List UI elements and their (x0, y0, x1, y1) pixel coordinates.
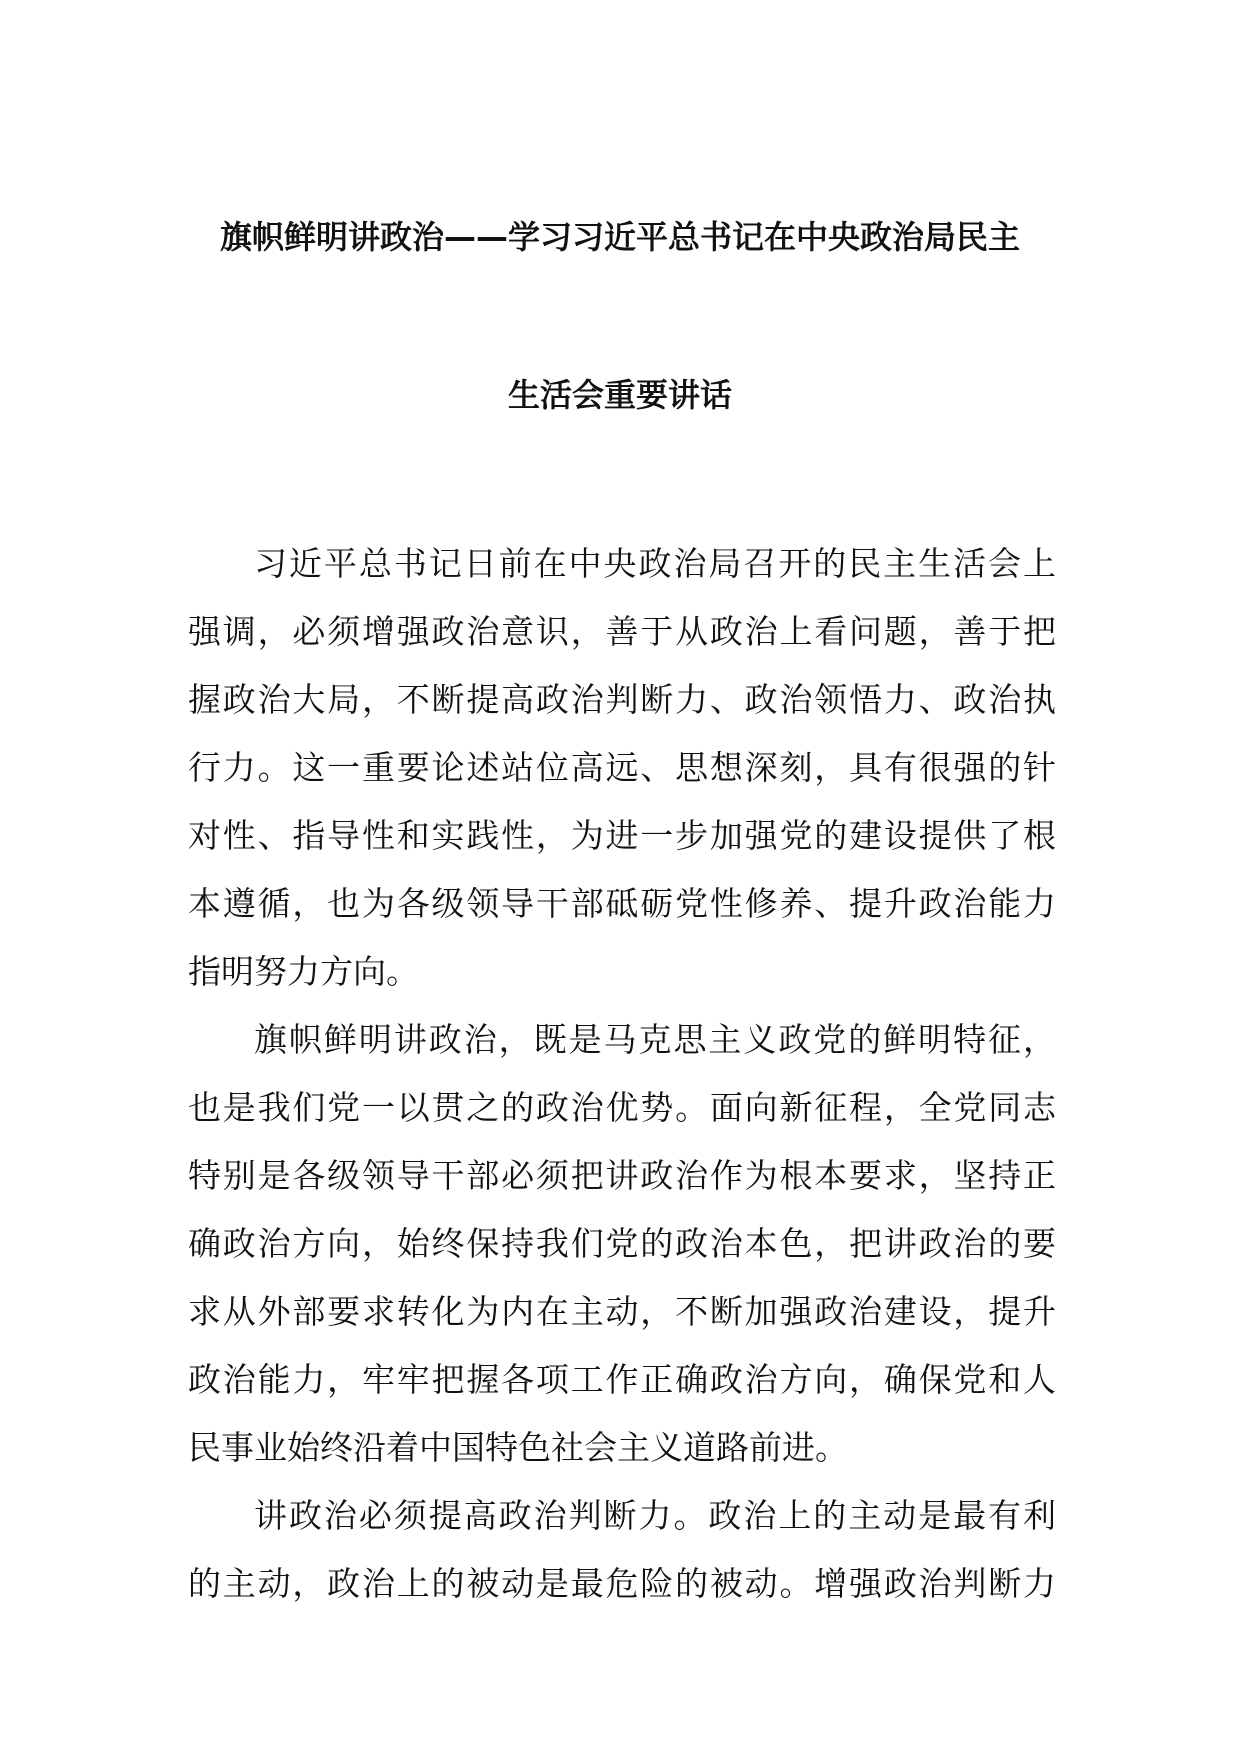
paragraph-line: 握政治大局，不断提高政治判断力、政治领悟力、政治执 (188, 680, 1056, 719)
document-title-line-2: 生活会重要讲话 (507, 376, 732, 414)
document-body (188, 530, 1056, 1618)
paragraph-line: 的主动，政治上的被动是最危险的被动。增强政治判断力 (188, 1564, 1056, 1603)
paragraph-line: 强调，必须增强政治意识，善于从政治上看问题，善于把 (188, 612, 1056, 651)
paragraph-line: 民事业始终沿着中国特色社会主义道路前进。 (188, 1428, 848, 1467)
document-title-line-1: 旗帜鲜明讲政治——学习习近平总书记在中央政治局民主 (219, 218, 1020, 256)
paragraph-line: 确政治方向，始终保持我们党的政治本色，把讲政治的要 (188, 1224, 1056, 1263)
paragraph-line: 政治能力，牢牢把握各项工作正确政治方向，确保党和人 (188, 1360, 1056, 1399)
paragraph-line: 行力。这一重要论述站位高远、思想深刻，具有很强的针 (188, 748, 1056, 787)
paragraph-1 (188, 530, 1056, 1006)
paragraph-line: 旗帜鲜明讲政治，既是马克思主义政党的鲜明特征， (254, 1020, 1056, 1059)
paragraph-line: 讲政治必须提高政治判断力。政治上的主动是最有利 (254, 1496, 1056, 1535)
paragraph-3 (188, 1482, 1056, 1618)
paragraph-line: 也是我们党一以贯之的政治优势。面向新征程，全党同志 (188, 1088, 1056, 1127)
paragraph-line: 指明努力方向。 (188, 952, 419, 991)
paragraph-line: 求从外部要求转化为内在主动，不断加强政治建设，提升 (188, 1292, 1056, 1331)
paragraph-2 (188, 1006, 1056, 1482)
paragraph-line: 对性、指导性和实践性，为进一步加强党的建设提供了根 (188, 816, 1056, 855)
paragraph-line: 本遵循，也为各级领导干部砥砺党性修养、提升政治能力 (188, 884, 1056, 923)
paragraph-line: 习近平总书记日前在中央政治局召开的民主生活会上 (254, 544, 1056, 583)
paragraph-line: 特别是各级领导干部必须把讲政治作为根本要求，坚持正 (188, 1156, 1056, 1195)
